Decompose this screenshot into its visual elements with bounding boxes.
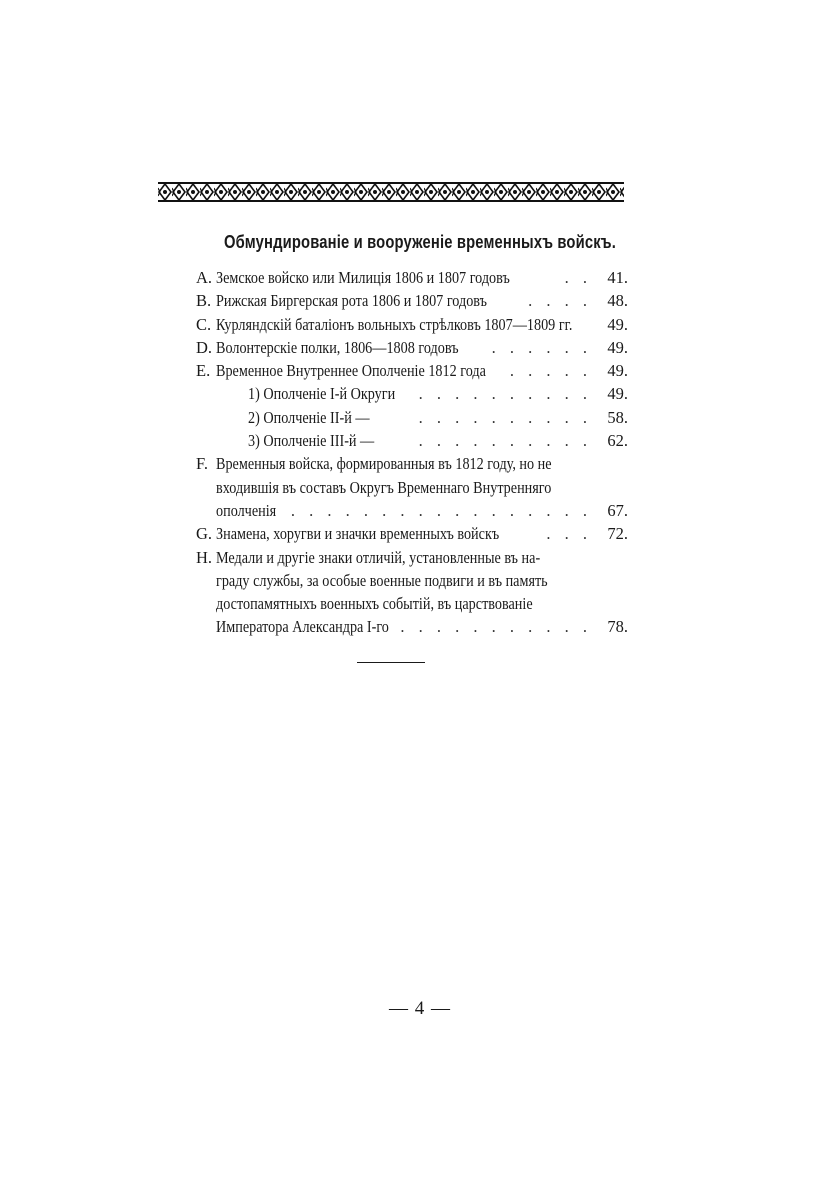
page-number: 49. [607,384,628,404]
entry-title: Временное Внутреннее Ополченіе 1812 года [216,361,486,381]
entry-title-line: Временныя войска, формированныя въ 1812 году, но не [216,454,552,474]
leader-dots: . . [564,268,592,287]
section-divider [357,662,425,663]
entry-title: Волонтерскіе полки, 1806—1808 годовъ [216,337,459,357]
leader-dots: . . . . . . . . . . [418,384,592,404]
toc-entry-f-continuation [196,499,632,522]
entry-title: Рижская Биргерская рота 1806 и 1807 годовъ [216,291,487,311]
toc-subentry-2 [196,406,632,429]
entry-title-line: Медали и другіе знаки отличій, установленные въ на- [216,547,541,567]
leader-dots: . . . . . . . . . . [418,407,592,427]
toc-entry-c [196,313,632,336]
toc-entry-a [196,266,632,289]
leader-dots: . . . . . . [491,337,592,357]
entry-letter: E. [196,361,211,381]
entry-letter: D. [196,337,213,357]
entry-letter: C. [196,314,212,334]
toc-entry-e [196,359,632,382]
entry-title: 3) Ополченіе III-й — [248,431,375,451]
decorative-ornament-band [158,181,624,203]
toc-entry-f [196,452,632,475]
entry-letter: F. [196,454,208,474]
page-number: 49. [607,337,628,357]
toc-entry-g [196,522,632,545]
toc-subentry-1 [196,382,632,405]
toc-entry-h-continuation [196,569,632,592]
page-number: 62. [607,431,628,451]
page-number: 58. [607,407,628,427]
toc-entry-h-continuation [196,615,632,638]
toc-entry-h-continuation [196,592,632,615]
entry-title: Знамена, хоругви и значки временныхъ войскъ [216,524,500,544]
entry-letter: H. [196,547,213,567]
toc-entry-f-continuation [196,476,632,499]
toc-entry-b [196,289,632,312]
page-number: 78. [607,617,628,637]
page-number: 49. [607,361,628,381]
toc-subentry-3 [196,429,632,452]
page-number: 72. [607,524,628,544]
page-number: 41. [607,268,628,287]
page-number: 48. [607,291,628,311]
leader-dots: . . . . . . . . . . . [400,617,592,637]
toc-entry-d [196,336,632,359]
entry-title-line: граду службы, за особые военные подвиги и въ память [216,570,548,590]
table-of-contents [196,266,632,639]
page-number: 49. [607,314,628,334]
page-folio: — 4 — [389,998,451,1019]
entry-title-line: входившія въ составъ Округъ Временнаго Внутренняго [216,477,552,497]
entry-letter: A. [196,268,213,287]
entry-title-line: Императора Александра I-го [216,617,389,637]
leader-dots: . . . [546,524,592,544]
entry-title: 1) Ополченіе I-й Округи [248,384,396,404]
entry-title: Земское войско или Милиція 1806 и 1807 годовъ [216,268,510,287]
entry-letter: B. [196,291,212,311]
toc-entry-h [196,546,632,569]
page-number: 67. [607,500,628,520]
leader-dots: . . . . . . . . . . . . . . . . . [290,500,592,520]
entry-title-line: достопамятныхъ военныхъ событій, въ царствованіе [216,594,533,614]
entry-title: 2) Ополченіе II-й — [248,407,370,427]
leader-dots: . . . . . [509,361,592,381]
leader-dots: . . . . . . . . . . [418,431,592,451]
entry-title: Курляндскій баталіонъ вольныхъ стрѣлковъ 1807—1809 гг. [216,314,573,334]
section-heading: Обмундированіе и вооруженіе временныхъ войскъ. [224,232,616,252]
entry-letter: G. [196,524,213,544]
leader-dots: . . . . [528,291,592,311]
entry-title-line: ополченія [216,500,277,520]
